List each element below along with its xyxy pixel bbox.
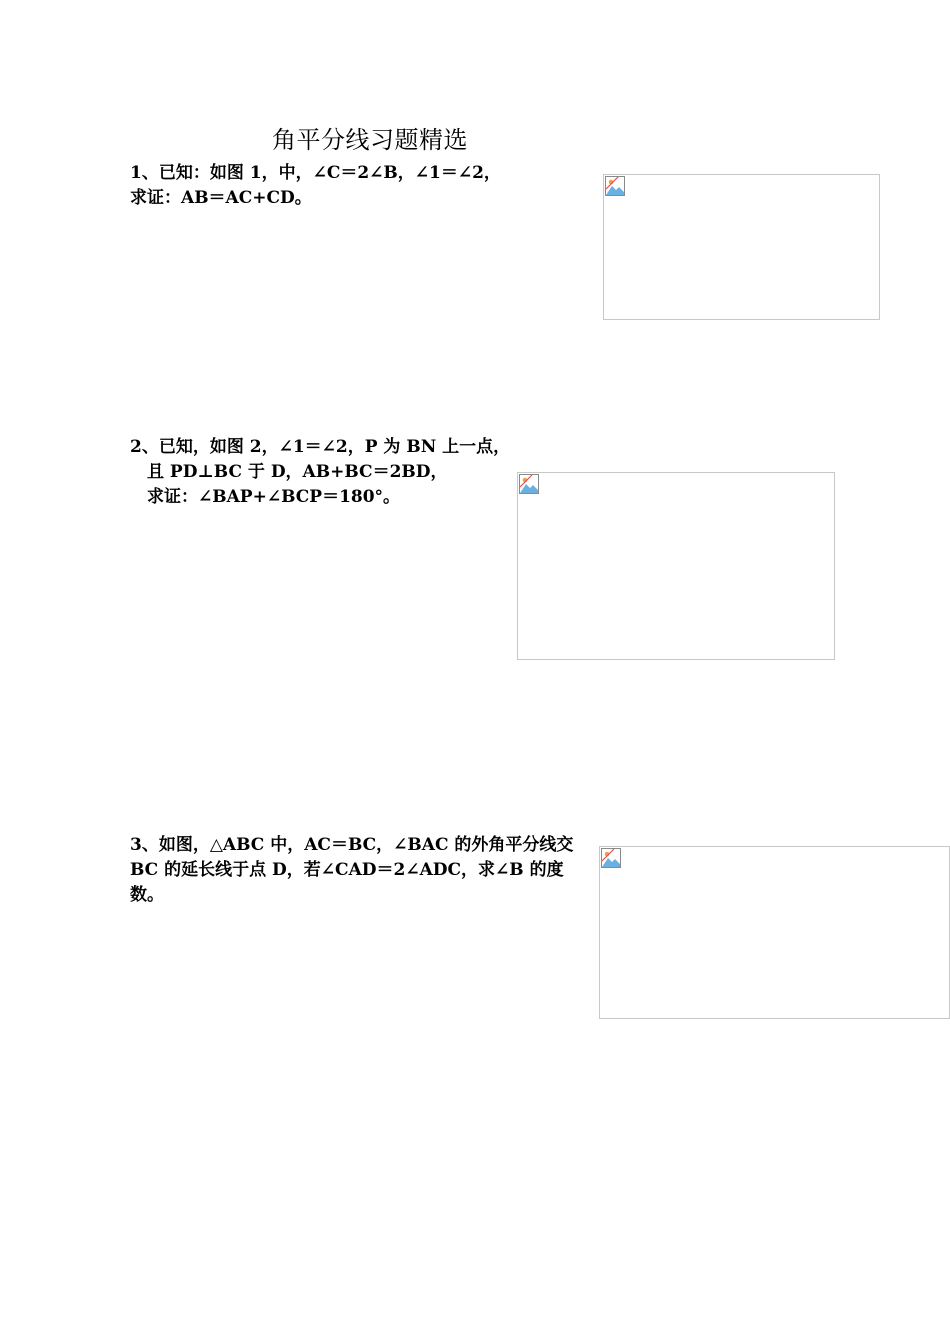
figure-1-placeholder: [603, 174, 880, 320]
question-3: [130, 833, 573, 908]
figure-2-placeholder: [517, 472, 835, 660]
question-3-line-1: 3、如图，△ABC 中，AC＝BC，∠BAC 的外角平分线交: [130, 835, 574, 855]
broken-image-icon: [601, 848, 621, 868]
question-2: [130, 435, 510, 510]
question-2-line-1: 2、已知，如图 2，∠1＝∠2，P 为 BN 上一点，: [130, 437, 511, 457]
question-1-line-2: 求证：AB＝AC+CD。: [130, 188, 312, 208]
question-1-line-1: 1、已知：如图 1，中，∠C＝2∠B，∠1＝∠2，: [130, 163, 501, 183]
figure-3-placeholder: [599, 846, 950, 1019]
document-title: 角平分线习题精选: [272, 126, 468, 154]
question-3-line-2: BC 的延长线于点 D，若∠CAD＝2∠ADC，求∠B 的度: [130, 860, 564, 880]
broken-image-icon: [605, 176, 625, 196]
question-3-line-3: 数。: [130, 885, 164, 905]
question-2-line-3: 求证：∠BAP+∠BCP＝180°。: [147, 487, 401, 507]
broken-image-icon: [519, 474, 539, 494]
question-2-line-2: 且 PD⊥BC 于 D，AB+BC＝2BD，: [147, 462, 448, 482]
question-1: [130, 161, 501, 211]
